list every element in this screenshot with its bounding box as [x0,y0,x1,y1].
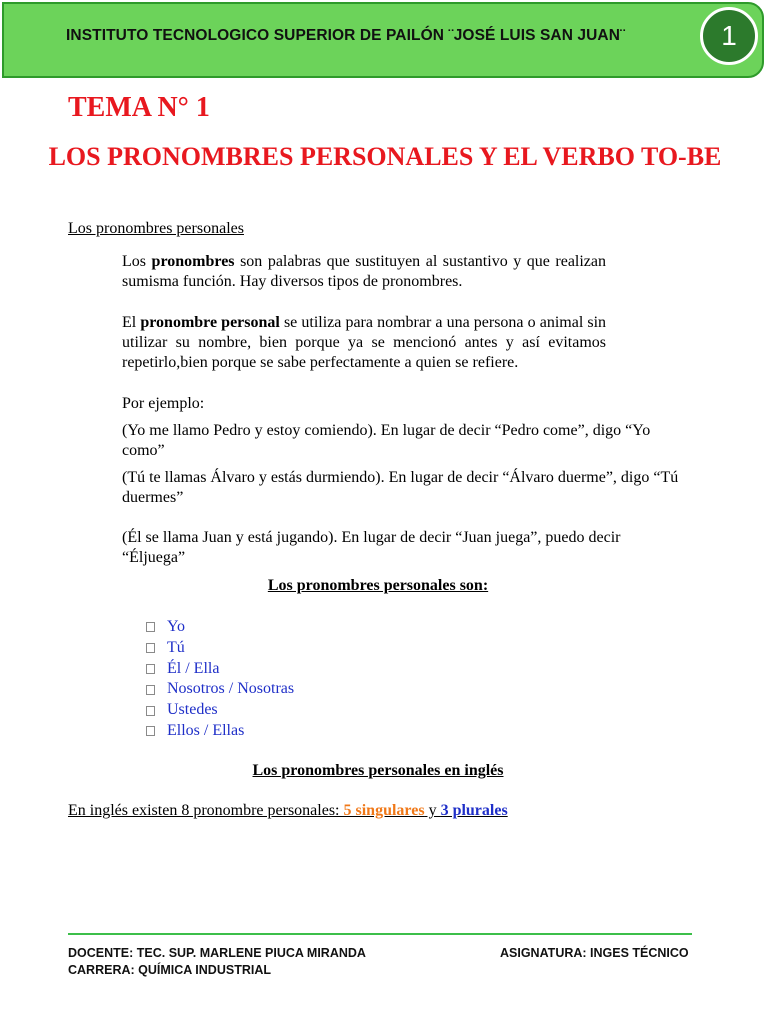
pronouns-heading: Los pronombres personales son: [267,577,489,594]
checkbox-bullet-icon [146,622,155,632]
list-item: Él / Ella [146,659,294,680]
list-item: Ellos / Ellas [146,721,294,742]
checkbox-bullet-icon [146,643,155,653]
example-3: (Él se llama Juan y está jugando). En lugar de decir “Juan juega”, puedo decir “Éljuega” [122,529,621,566]
footer-divider [68,933,692,935]
footer-asignatura: ASIGNATURA: INGES TÉCNICO [500,946,689,960]
bold-term: pronombre personal [140,314,280,331]
checkbox-bullet-icon [146,726,155,736]
english-intro: En inglés existen 8 pronombre personales: 5 singulares y 3 plurales [68,802,508,819]
checkbox-bullet-icon [146,664,155,674]
list-item: Yo [146,617,294,638]
paragraph-pronombres: Los pronombres son palabras que sustituyen al sustantivo y que realizan sumisma función. Hay diversos tipos de pronombres. [122,253,607,290]
institute-title: INSTITUTO TECNOLOGICO SUPERIOR DE PAILÓN ¨JOSÉ LUIS SAN JUAN¨ [66,27,626,44]
paragraph-pronombre-personal: El pronombre personal se utiliza para nombrar a una persona o animal sin utilizar su nombre, bien porque ya se mencionó antes y así evitamos repetirlo,bien porque se sabe perfectamente a quien se refiere. [122,314,607,371]
topic-number: TEMA N° 1 [68,92,210,123]
english-heading: Los pronombres personales en inglés [252,762,504,779]
bold-term: pronombres [151,253,235,270]
example-2: (Tú te llamas Álvaro y estás durmiendo). En lugar de decir “Álvaro duerme”, digo “Tú duermes” [122,469,679,506]
footer-docente: DOCENTE: TEC. SUP. MARLENE PIUCA MIRANDA [68,946,366,960]
section-heading: Los pronombres personales [68,220,244,237]
list-item: Ustedes [146,700,294,721]
singular-count: 5 singulares [343,802,425,819]
pronoun-list [146,617,294,742]
example-1: (Yo me llamo Pedro y estoy comiendo). En lugar de decir “Pedro come”, digo “Yo como” [122,422,651,459]
example-label: Por ejemplo: [122,395,205,412]
list-item: Nosotros / Nosotras [146,679,294,700]
checkbox-bullet-icon [146,706,155,716]
page-number-badge: 1 [700,7,758,65]
list-item: Tú [146,638,294,659]
plural-count: 3 plurales [440,802,508,819]
footer-carrera: CARRERA: QUÍMICA INDUSTRIAL [68,963,271,977]
page-title: LOS PRONOMBRES PERSONALES Y EL VERBO TO-BE [48,142,722,171]
checkbox-bullet-icon [146,685,155,695]
